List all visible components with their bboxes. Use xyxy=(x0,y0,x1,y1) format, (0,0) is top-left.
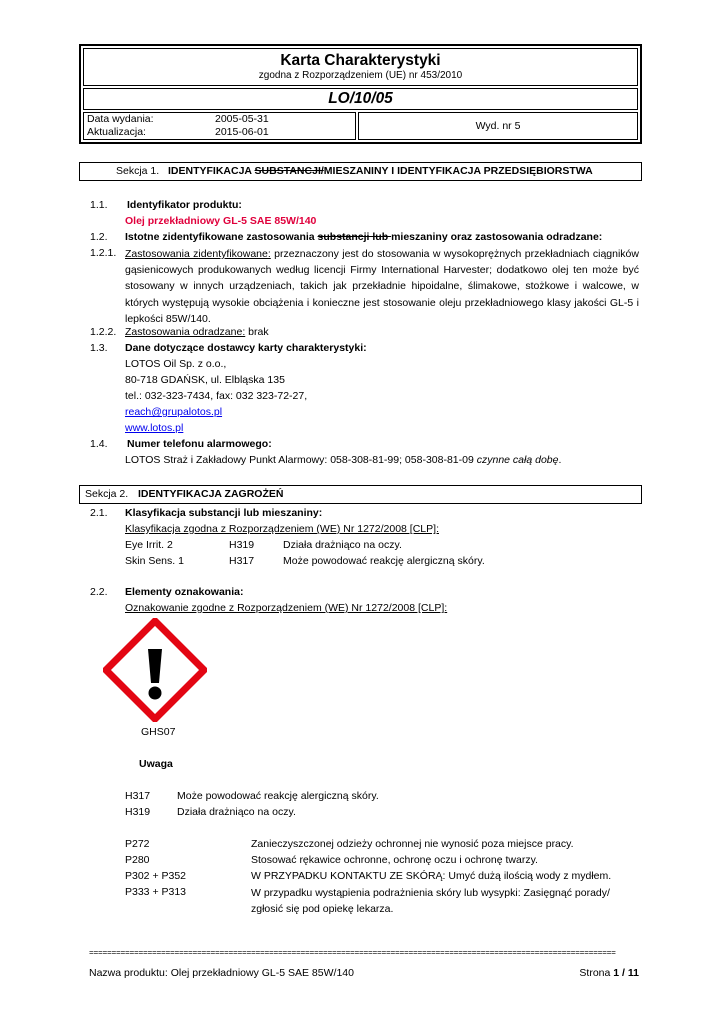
precaution-text: W PRZYPADKU KONTAKTU ZE SKÓRĄ: Umyć dużą ilością wody z mydłem. xyxy=(251,870,612,882)
s22-title: Elementy oznakowania: xyxy=(125,586,244,598)
s22-num: 2.2. xyxy=(90,586,108,598)
issue-date-label: Data wydania: xyxy=(87,113,154,125)
precaution-code: P302 + P352 xyxy=(125,870,187,882)
company-phones: tel.: 032-323-7434, fax: 032 323-72-27, xyxy=(125,390,308,402)
issue-date: 2005-05-31 xyxy=(215,113,269,125)
footer-product: Nazwa produktu: Olej przekładniowy GL-5 SAE 85W/140 xyxy=(89,967,354,979)
section2-header xyxy=(79,485,642,504)
s14-title: Numer telefonu alarmowego: xyxy=(127,438,272,450)
footer-page-sep: / xyxy=(619,967,628,979)
s12-num: 1.2. xyxy=(90,231,108,243)
s11-title: Identyfikator produktu: xyxy=(127,199,242,211)
document-title: Karta Charakterystyki xyxy=(280,52,441,69)
precaution-code: P333 + P313 xyxy=(125,886,187,898)
section1-title-b: MIESZANINY I IDENTYFIKACJA PRZEDSIĘBIORSTWA xyxy=(323,165,593,177)
s121-text: przeznaczony jest do stosowania w wysokoprężnych przekładniach ciągników gąsienicowych produkowanych według licencji Firmy International Harvester; dodatkowo olej ten może być stosowany w innych urządzeniach, takich jak przekładnie hipoidalne, ślimakowe, stożkowe i walcowe, w których występują wysokie obciążenia i konieczne jest stosowanie oleju przekładniowego klasy jakości GL-5 i lepkości 85W/140. xyxy=(125,248,639,325)
section1-header xyxy=(79,162,642,181)
document-code: LO/10/05 xyxy=(328,90,393,107)
class-code: H317 xyxy=(229,555,255,567)
update-date: 2015-06-01 xyxy=(215,126,269,138)
hazard-text: Może powodować reakcję alergiczną skóry. xyxy=(177,790,379,802)
class-text: Może powodować reakcję alergiczną skóry. xyxy=(283,555,485,567)
emergency-end: . xyxy=(558,454,562,466)
footer-page-number xyxy=(579,966,639,982)
footer-separator: ===================================================================================================================== xyxy=(89,949,616,958)
s21-title: Klasyfikacja substancji lub mieszaniny: xyxy=(125,507,323,519)
s21-subtitle: Klasyfikacja zgodna z Rozporządzeniem (WE) Nr 1272/2008 [CLP]: xyxy=(125,523,439,535)
edition-box xyxy=(358,112,638,140)
document-subtitle: zgodna z Rozporządzeniem (UE) nr 453/2010 xyxy=(258,70,463,81)
footer-pages: 11 xyxy=(627,967,639,979)
class-category: Eye Irrit. 2 xyxy=(125,539,173,551)
hazard-code: H317 xyxy=(125,790,151,802)
pictogram-code: GHS07 xyxy=(141,726,176,738)
update-label: Aktualizacja: xyxy=(87,126,146,138)
emergency-numbers: LOTOS Straż i Zakładowy Punkt Alarmowy: 058-308-81-99; 058-308-81-09 xyxy=(125,454,477,466)
s11-num: 1.1. xyxy=(90,199,108,211)
company-address: 80-718 GDAŃSK, ul. Elbląska 135 xyxy=(125,374,285,386)
signal-word: Uwaga xyxy=(139,758,173,770)
s121-label: Zastosowania zidentyfikowane: xyxy=(125,248,271,260)
code-box xyxy=(83,88,638,110)
hazard-code: H319 xyxy=(125,806,151,818)
ghs07-exclamation-icon xyxy=(103,618,207,722)
hazard-text: Działa drażniąco na oczy. xyxy=(177,806,296,818)
company-name: LOTOS Oil Sp. z o.o., xyxy=(125,358,227,370)
email-link[interactable]: reach@grupalotos.pl xyxy=(125,406,223,418)
dates-box xyxy=(83,112,356,140)
s13-num: 1.3. xyxy=(90,342,108,354)
footer-page-label: Strona xyxy=(579,967,614,979)
precaution-text: Zanieczyszczonej odzieży ochronnej nie wynosić poza miejsce pracy. xyxy=(251,838,574,850)
s22-subtitle: Oznakowanie zgodne z Rozporządzeniem (WE) Nr 1272/2008 [CLP]: xyxy=(125,602,448,614)
section1-label: Sekcja 1. xyxy=(116,165,160,177)
class-category: Skin Sens. 1 xyxy=(125,555,184,567)
class-text: Działa drażniąco na oczy. xyxy=(283,539,402,551)
s12-title-a: Istotne zidentyfikowane zastosowania xyxy=(125,231,318,243)
s21-num: 2.1. xyxy=(90,507,108,519)
s13-title: Dane dotyczące dostawcy karty charakterystyki: xyxy=(125,342,367,354)
edition: Wyd. nr 5 xyxy=(475,120,521,132)
class-code: H319 xyxy=(229,539,255,551)
s14-num: 1.4. xyxy=(90,438,108,450)
precaution-text: W przypadku wystąpienia podrażnienia skóry lub wysypki: Zasięgnąć porady/ zgłosić się pod opiekę lekarza. xyxy=(251,887,610,915)
section1-title-strike: SUBSTANCJI/ xyxy=(254,165,324,177)
s121-num: 1.2.1. xyxy=(90,247,117,259)
precaution-code: P280 xyxy=(125,854,150,866)
section2-label: Sekcja 2. xyxy=(85,488,129,500)
s12-title-strike: substancji lub xyxy=(317,231,392,243)
website-link[interactable]: www.lotos.pl xyxy=(125,422,184,434)
s12-title-b: mieszaniny oraz zastosowania odradzane: xyxy=(391,231,603,243)
emergency-hours: czynne całą dobę xyxy=(476,454,559,466)
s121-paragraph xyxy=(125,246,639,327)
product-name: Olej przekładniowy GL-5 SAE 85W/140 xyxy=(125,215,317,227)
s122-label: Zastosowania odradzane: xyxy=(125,326,246,338)
section1-title-a: IDENTYFIKACJA xyxy=(168,165,255,177)
precaution-code: P272 xyxy=(125,838,150,850)
title-box xyxy=(83,48,638,86)
precaution-text: Stosować rękawice ochronne, ochronę oczu i ochronę twarzy. xyxy=(251,854,538,866)
s122-num: 1.2.2. xyxy=(90,326,117,338)
s122-text: brak xyxy=(245,326,269,338)
footer-page: 1 xyxy=(613,967,620,979)
section2-title: IDENTYFIKACJA ZAGROŻEŃ xyxy=(138,488,284,500)
